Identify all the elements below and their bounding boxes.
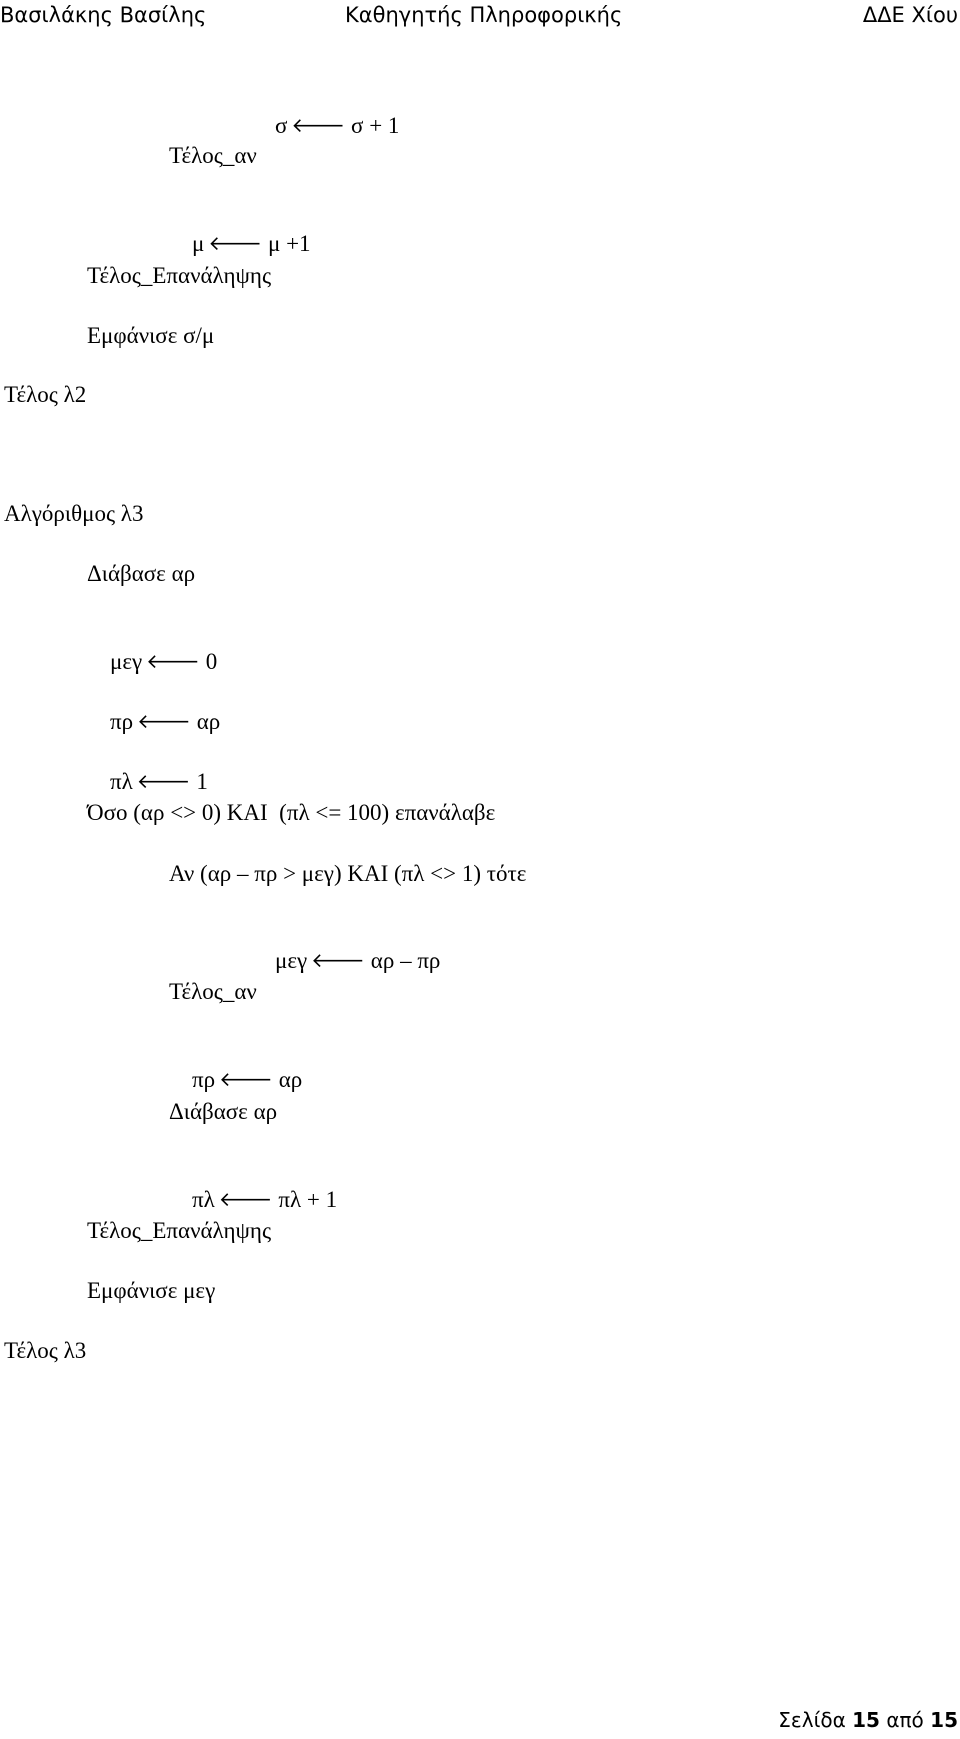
assign-value: πλ + 1 [278,1187,338,1212]
code-line-end-if: Τέλος_αν [169,143,257,168]
header-title: Καθηγητής Πληροφορικής [345,3,623,27]
left-arrow-icon: 🡐 [218,1187,273,1211]
code-line-assign-pr [87,680,221,734]
left-arrow-icon: 🡐 [219,1067,273,1091]
header-author: Βασιλάκης Βασίλης [0,3,207,27]
code-line-end-if: Τέλος_αν [169,979,257,1004]
code-line-assign-meg [87,620,218,674]
left-arrow-icon: 🡐 [136,769,191,793]
left-arrow-icon: 🡐 [146,649,200,673]
code-line-assign-meg-diff [252,919,441,973]
code-line-assign-pl [87,740,208,794]
assign-value: 0 [205,649,218,674]
code-line-assign-pr [169,1038,303,1092]
assign-value: σ + 1 [351,113,400,138]
footer-page-label: Σελίδα [778,1708,846,1732]
code-line-assign-pl-inc [169,1158,338,1212]
code-line-end-algorithm: Τέλος λ2 [4,382,87,407]
assign-target: πλ [110,769,133,794]
code-line-assign-sigma [252,84,400,138]
code-line-end-algorithm: Τέλος λ3 [4,1338,87,1363]
left-arrow-icon: 🡐 [137,709,191,733]
assign-target: μεγ [275,948,308,973]
code-line-assign-mu [169,202,311,256]
header-school: ΔΔΕ Χίου [862,3,958,27]
code-line-end-loop: Τέλος_Επανάληψης [87,1218,272,1243]
left-arrow-icon: 🡐 [208,231,262,255]
code-line-end-loop: Τέλος_Επανάληψης [87,263,272,288]
page-header [0,0,960,34]
page-footer [778,1706,958,1734]
code-line-print: Εμφάνισε μεγ [87,1278,216,1303]
code-line-read: Διάβασε αρ [87,561,196,586]
assign-value: αρ [278,1067,303,1092]
code-line-if: Αν (αρ – πρ > μεγ) ΚΑΙ (πλ <> 1) τότε [169,861,527,886]
assign-target: πρ [192,1067,216,1092]
assign-target: πλ [192,1187,215,1212]
assign-value: αρ [196,709,221,734]
code-line-while: Όσο (αρ <> 0) ΚΑΙ (πλ <= 100) επανάλαβε [87,800,496,825]
assign-value: 1 [196,769,208,794]
assign-target: μ [192,231,205,256]
left-arrow-icon: 🡐 [291,113,346,137]
assign-target: μεγ [110,649,143,674]
code-line-algorithm-header: Αλγόριθμος λ3 [4,501,144,526]
footer-page-total: 15 [930,1708,958,1732]
code-line-read: Διάβασε αρ [169,1099,278,1124]
footer-page-number: 15 [852,1708,880,1732]
code-line-print: Εμφάνισε σ/μ [87,323,215,348]
assign-value: αρ – πρ [370,948,441,973]
footer-of-label: από [886,1708,924,1732]
assign-target: σ [275,113,288,138]
assign-target: πρ [110,709,134,734]
left-arrow-icon: 🡐 [311,948,365,972]
assign-value: μ +1 [267,231,311,256]
